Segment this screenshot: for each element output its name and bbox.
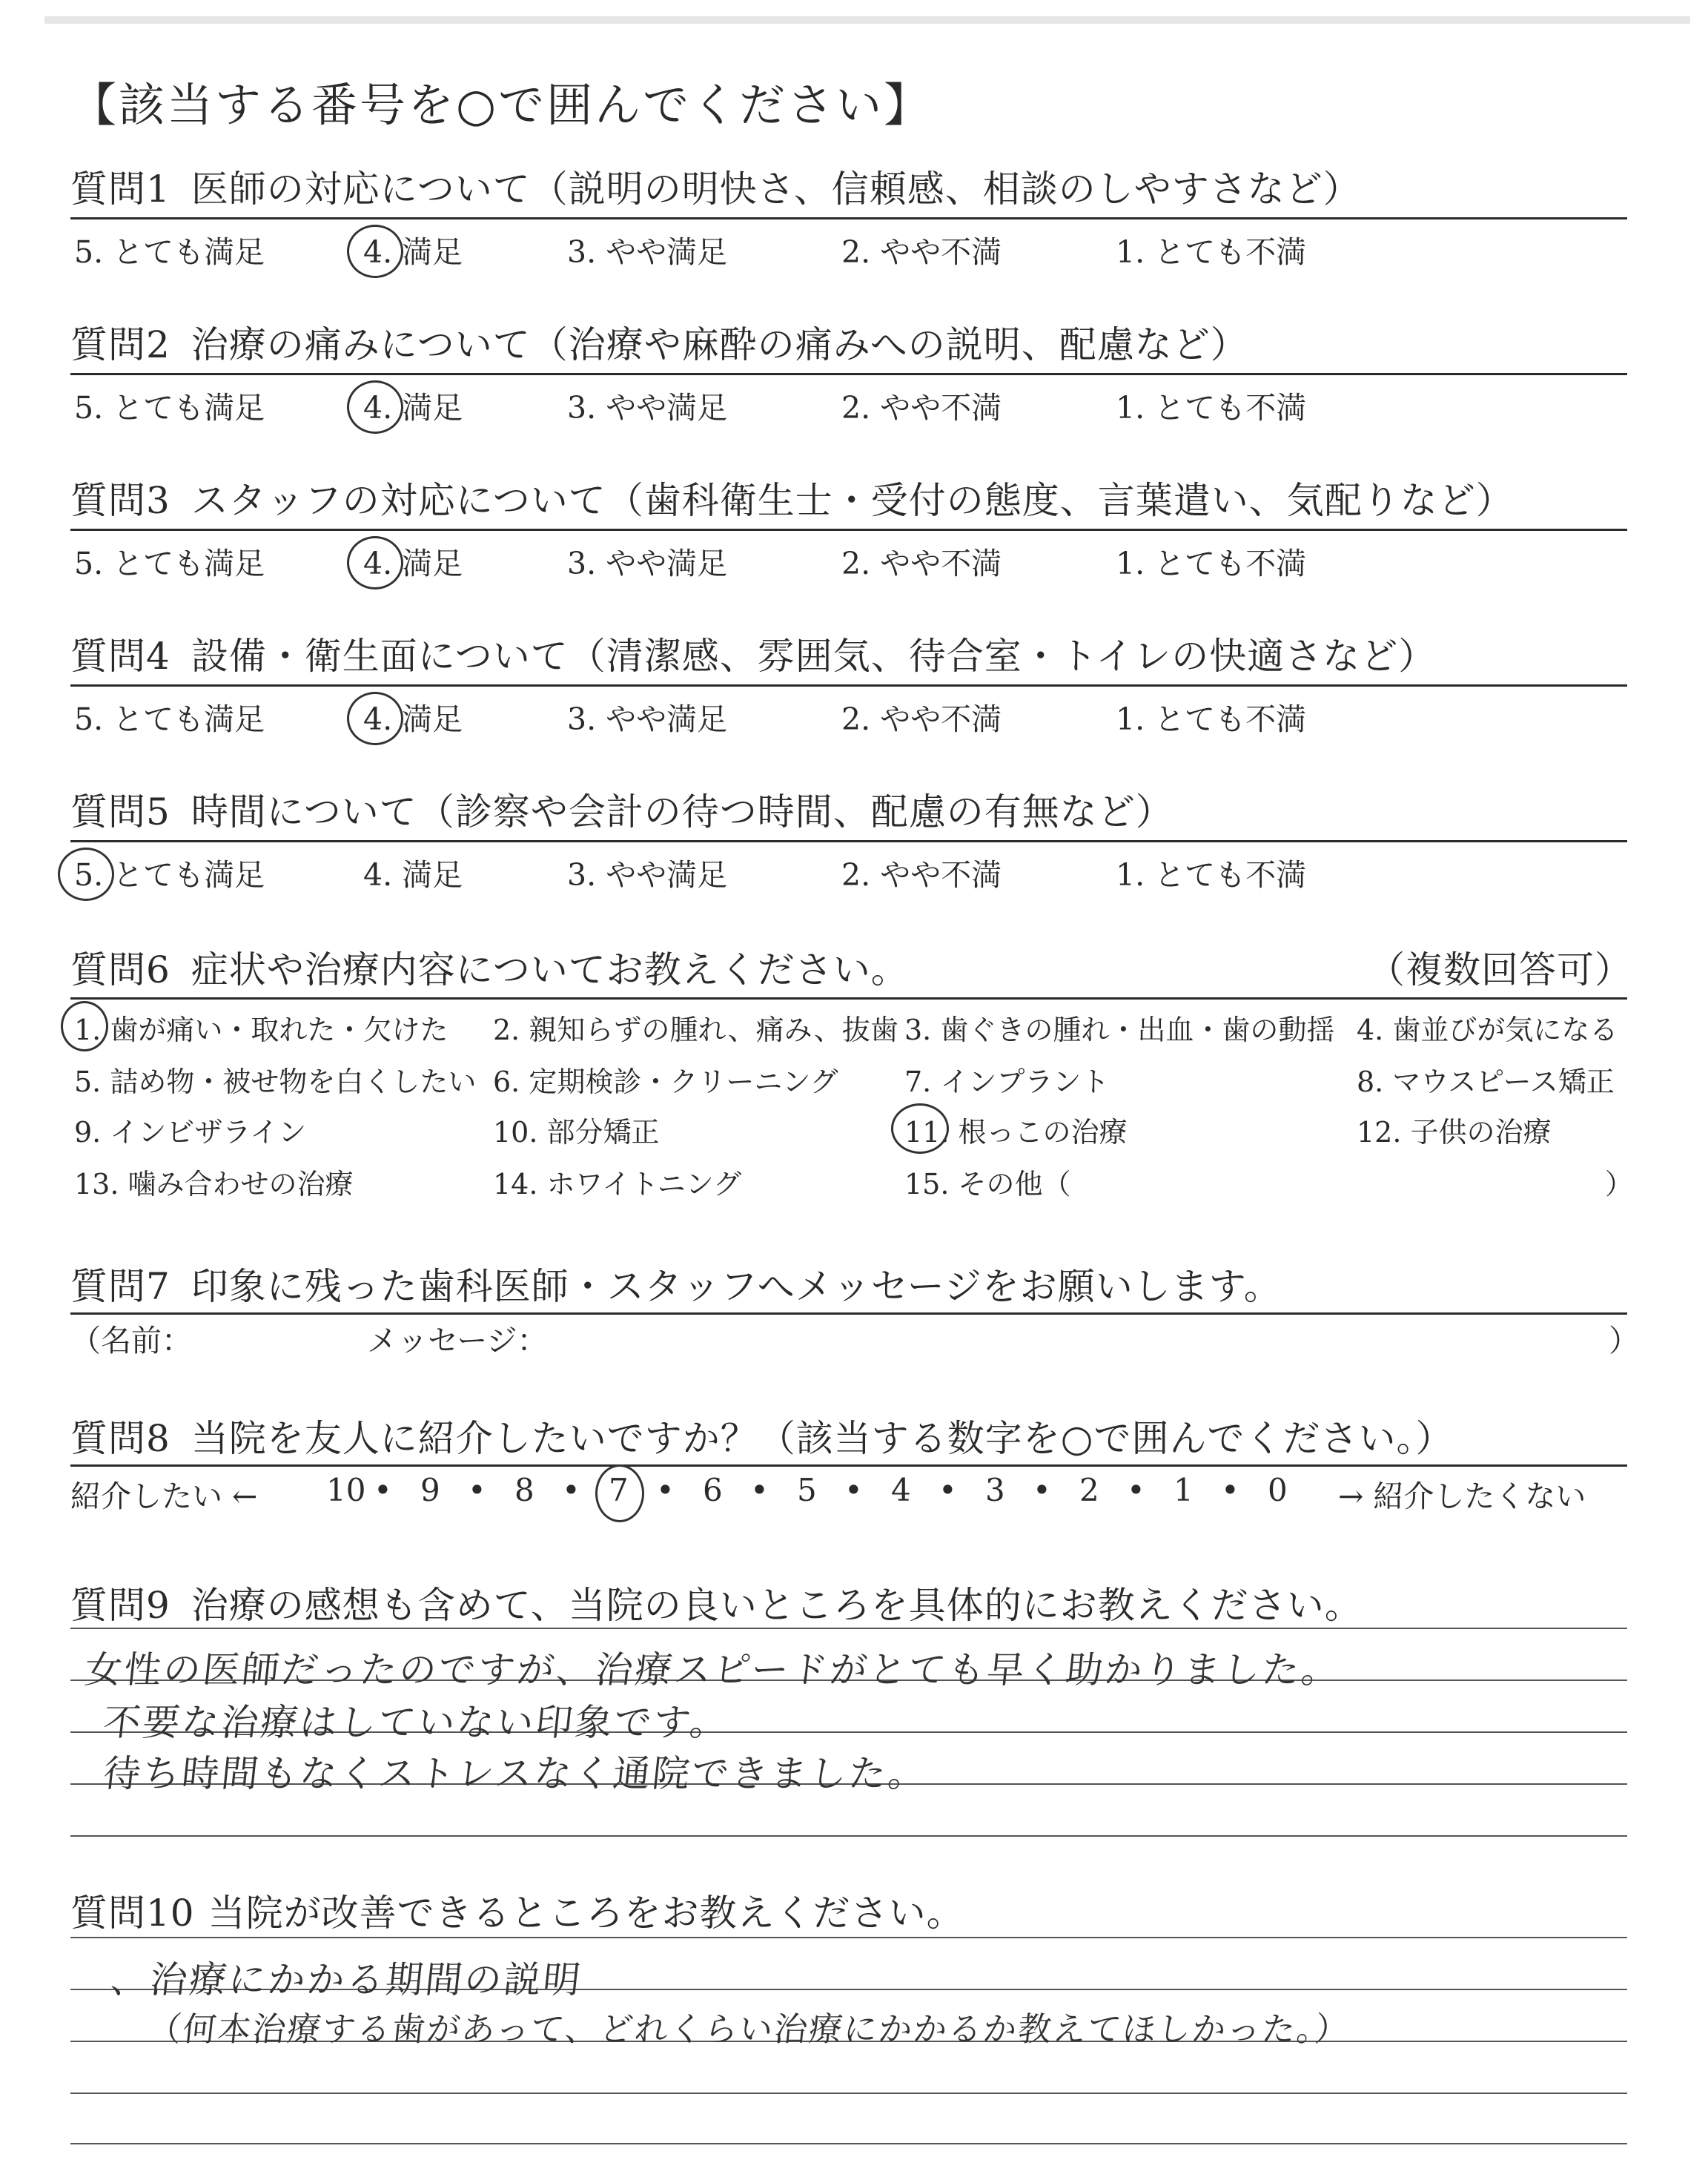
- q4-heading: [70, 627, 1436, 680]
- q8-text: 当院を友人に紹介したいですか？（該当する数字を○で囲んでください。）: [191, 1417, 1454, 1460]
- q9-number: 質問9: [70, 1584, 171, 1627]
- q6-option-10[interactable]: 10. 部分矯正: [493, 1116, 660, 1149]
- q8-scale-9[interactable]: 9: [420, 1472, 440, 1508]
- q9-heading: [70, 1576, 1363, 1629]
- q2-number: 質問2: [70, 323, 171, 366]
- q7-number: 質問7: [70, 1265, 171, 1308]
- q5-text: 時間について（診察や会計の待つ時間、配慮の有無など）: [191, 790, 1174, 833]
- q6-option-8[interactable]: 8. マウスピース矯正: [1357, 1066, 1615, 1098]
- q1-option-2[interactable]: 2. やや不満: [841, 234, 1002, 270]
- q8-scale-separator: •: [656, 1472, 675, 1508]
- q6-option-13[interactable]: 13. 噛み合わせの治療: [74, 1168, 354, 1200]
- q3-heading: [70, 471, 1514, 524]
- q6-option-9[interactable]: 9. インビザライン: [74, 1116, 307, 1149]
- q6-option-4[interactable]: 4. 歯並びが気になる: [1357, 1014, 1618, 1046]
- q2-option-5[interactable]: 5. とても満足: [74, 390, 265, 426]
- q3-option-2[interactable]: 2. やや不満: [841, 546, 1002, 581]
- q2-option-4[interactable]: 4. 満足: [363, 390, 463, 426]
- q9-answer-1: 女性の医師だったのですが、治療スピードがとても早く助かりました。: [82, 1648, 1343, 1691]
- q8-scale-2[interactable]: 2: [1079, 1472, 1099, 1508]
- q10-number: 質問10: [70, 1892, 195, 1935]
- q6-option-11[interactable]: 11. 根っこの治療: [904, 1116, 1128, 1149]
- q8-scale-separator: •: [844, 1472, 863, 1508]
- q5-heading: [70, 782, 1174, 836]
- q6-text: 症状や治療内容についてお教えください。: [191, 948, 909, 991]
- q6-heading: [70, 940, 909, 994]
- q6-option-3[interactable]: 3. 歯ぐきの腫れ・出血・歯の動揺: [904, 1014, 1335, 1046]
- q8-scale-3[interactable]: 3: [985, 1472, 1005, 1508]
- q3-selection-circle: [347, 536, 403, 589]
- q5-number: 質問5: [70, 790, 171, 833]
- q8-rule: [70, 1464, 1627, 1467]
- q4-rule: [70, 684, 1627, 687]
- q8-scale-0[interactable]: 0: [1268, 1472, 1288, 1508]
- q3-option-3[interactable]: 3. やや満足: [567, 546, 728, 581]
- q2-option-1[interactable]: 1. とても不満: [1116, 390, 1307, 426]
- q8-scale-separator: •: [1221, 1472, 1239, 1508]
- q7-rule: [70, 1312, 1627, 1315]
- q6-option-7[interactable]: 7. インプラント: [904, 1066, 1110, 1098]
- q8-scale-separator: •: [939, 1472, 957, 1508]
- q10-line-1: [70, 1937, 1627, 1938]
- q6-selection-circle: [891, 1103, 949, 1154]
- q9-answer-2: 不要な治療はしていない印象です。: [101, 1701, 732, 1744]
- q4-option-3[interactable]: 3. やや満足: [567, 701, 728, 737]
- q3-text: スタッフの対応について（歯科衛生士・受付の態度、言葉遣い、気配りなど）: [191, 479, 1514, 522]
- q6-option-1[interactable]: 1. 歯が痛い・取れた・欠けた: [74, 1014, 448, 1046]
- page-title: 【該当する番号を○で囲んでください】: [70, 78, 933, 132]
- q8-selection-circle: [595, 1464, 644, 1522]
- q7-name-label: （名前：: [70, 1323, 192, 1358]
- q3-option-4[interactable]: 4. 満足: [363, 546, 463, 581]
- q6-option-6[interactable]: 6. 定期検診・クリーニング: [493, 1066, 838, 1098]
- q2-heading: [70, 315, 1248, 369]
- q5-rule: [70, 840, 1627, 842]
- q1-option-5[interactable]: 5. とても満足: [74, 234, 265, 270]
- q9-line-5: [70, 1835, 1627, 1837]
- q10-line-4: [70, 2093, 1627, 2094]
- q8-scale-separator: •: [468, 1472, 486, 1508]
- q2-text: 治療の痛みについて（治療や麻酔の痛みへの説明、配慮など）: [191, 323, 1248, 366]
- q6-option-14[interactable]: 14. ホワイトニング: [493, 1168, 742, 1200]
- q7-heading: [70, 1257, 1282, 1310]
- q8-scale-6[interactable]: 6: [703, 1472, 723, 1508]
- q1-text: 医師の対応について（説明の明快さ、信頼感、相談のしやすさなど）: [191, 168, 1361, 211]
- q1-option-4[interactable]: 4. 満足: [363, 234, 463, 270]
- q8-scale-1[interactable]: 1: [1174, 1472, 1194, 1508]
- q9-answer-3: 待ち時間もなくストレスなく通院できました。: [101, 1752, 930, 1795]
- q5-option-2[interactable]: 2. やや不満: [841, 857, 1002, 893]
- q8-scale-separator: •: [562, 1472, 580, 1508]
- q4-option-4[interactable]: 4. 満足: [363, 701, 463, 737]
- q2-rule: [70, 373, 1627, 375]
- q4-option-1[interactable]: 1. とても不満: [1116, 701, 1307, 737]
- q3-number: 質問3: [70, 479, 171, 522]
- q1-heading: [70, 159, 1361, 213]
- q8-left-label: 紹介したい ←: [70, 1479, 258, 1514]
- q4-option-5[interactable]: 5. とても満足: [74, 701, 265, 737]
- q8-scale-separator: •: [1033, 1472, 1051, 1508]
- q2-option-2[interactable]: 2. やや不満: [841, 390, 1002, 426]
- scan-edge: [44, 16, 1690, 24]
- q9-text: 治療の感想も含めて、当院の良いところを具体的にお教えください。: [191, 1584, 1363, 1627]
- q8-scale-8[interactable]: 8: [514, 1472, 534, 1508]
- q2-selection-circle: [347, 380, 403, 434]
- q6-option-12[interactable]: 12. 子供の治療: [1357, 1116, 1552, 1149]
- q3-option-5[interactable]: 5. とても満足: [74, 546, 265, 581]
- q7-message-label: メッセージ：: [367, 1323, 548, 1358]
- q1-selection-circle: [347, 225, 403, 278]
- q8-scale-separator: •: [1127, 1472, 1145, 1508]
- q8-scale-10[interactable]: 10: [326, 1472, 366, 1508]
- q7-close-paren: ）: [1609, 1323, 1639, 1358]
- q8-scale-5[interactable]: 5: [797, 1472, 817, 1508]
- q1-rule: [70, 217, 1627, 219]
- q5-option-1[interactable]: 1. とても不満: [1116, 857, 1307, 893]
- q7-text: 印象に残った歯科医師・スタッフへメッセージをお願いします。: [191, 1265, 1282, 1308]
- q9-line-1: [70, 1628, 1627, 1629]
- q2-option-3[interactable]: 3. やや満足: [567, 390, 728, 426]
- q8-heading: [70, 1409, 1453, 1462]
- q10-heading: [70, 1883, 964, 1937]
- q5-selection-circle: [58, 848, 114, 901]
- q10-text: 当院が改善できるところをお教えください。: [208, 1892, 964, 1935]
- q3-option-1[interactable]: 1. とても不満: [1116, 546, 1307, 581]
- q6-option-2[interactable]: 2. 親知らずの腫れ、痛み、抜歯: [493, 1014, 898, 1046]
- q8-scale-separator: •: [374, 1472, 392, 1508]
- q6-number: 質問6: [70, 948, 171, 991]
- q6-other-close-paren: ）: [1605, 1168, 1634, 1200]
- q6-note: （複数回答可）: [1368, 948, 1632, 991]
- q4-text: 設備・衛生面について（清潔感、雰囲気、待合室・トイレの快適さなど）: [191, 635, 1437, 678]
- q4-number: 質問4: [70, 635, 171, 678]
- q8-right-label: → 紹介したくない: [1338, 1479, 1586, 1514]
- q3-rule: [70, 529, 1627, 531]
- q8-scale-separator: •: [750, 1472, 769, 1508]
- q1-option-3[interactable]: 3. やや満足: [567, 234, 728, 270]
- q10-answer-1: 、治療にかかる期間の説明: [108, 1958, 585, 2001]
- q1-option-1[interactable]: 1. とても不満: [1116, 234, 1307, 270]
- q5-option-5[interactable]: 5. とても満足: [74, 857, 265, 893]
- q6-selection-circle: [61, 1001, 108, 1051]
- q4-option-2[interactable]: 2. やや不満: [841, 701, 1002, 737]
- q6-rule: [70, 997, 1627, 1000]
- q10-answer-2: （何本治療する歯があって、どれくらい治療にかかるか教えてほしかった。）: [145, 2009, 1352, 2049]
- q8-number: 質問8: [70, 1417, 171, 1460]
- q8-scale-7[interactable]: 7: [609, 1472, 629, 1508]
- q8-scale-4[interactable]: 4: [891, 1472, 911, 1508]
- q5-option-4[interactable]: 4. 満足: [363, 857, 463, 893]
- q6-option-5[interactable]: 5. 詰め物・被せ物を白くしたい: [74, 1066, 477, 1098]
- q6-option-15[interactable]: 15. その他（: [904, 1168, 1071, 1200]
- q5-option-3[interactable]: 3. やや満足: [567, 857, 728, 893]
- q1-number: 質問1: [70, 168, 171, 211]
- q10-line-5: [70, 2143, 1627, 2144]
- q4-selection-circle: [347, 692, 403, 745]
